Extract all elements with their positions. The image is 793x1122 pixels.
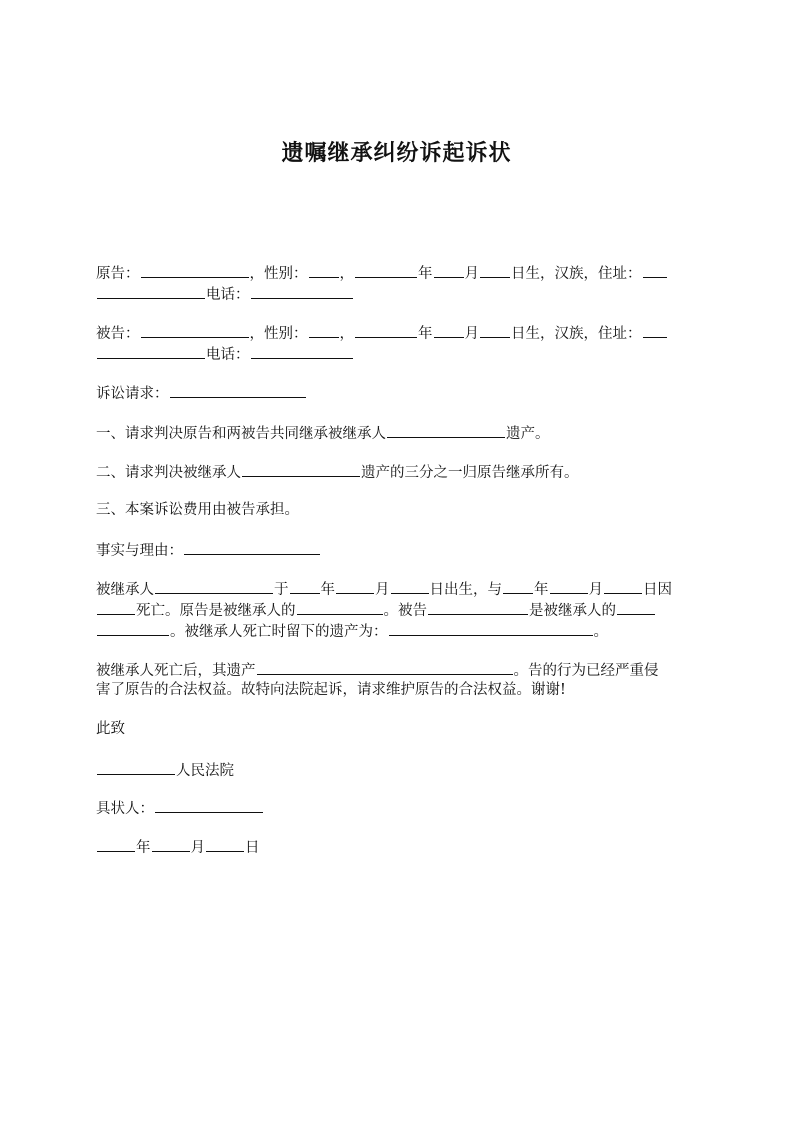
claims-heading bbox=[96, 382, 307, 402]
death-cause-blank[interactable] bbox=[97, 599, 135, 615]
defendant-line-2 bbox=[96, 343, 354, 363]
sign-month-blank[interactable] bbox=[152, 836, 190, 852]
plaintiff-label: 原告： bbox=[96, 266, 140, 282]
comma: ， bbox=[339, 266, 354, 282]
facts-line-2 bbox=[96, 599, 656, 619]
year-label: 年 bbox=[418, 266, 433, 282]
defendant-relation-blank-2[interactable] bbox=[97, 620, 169, 636]
claims-label: 诉讼请求： bbox=[96, 386, 169, 402]
facts-label: 事实与理由： bbox=[96, 543, 183, 559]
birth-year-blank[interactable] bbox=[290, 578, 320, 594]
defendant-day-blank[interactable] bbox=[480, 322, 510, 338]
plaintiff-gender-blank[interactable] bbox=[309, 262, 339, 278]
claim-1-text: 一、请求判决原告和两被告共同继承被继承人 bbox=[96, 426, 386, 442]
phone-label: 电话： bbox=[206, 287, 250, 303]
defendant-line bbox=[96, 322, 668, 342]
decedent-name-blank-2[interactable] bbox=[242, 461, 360, 477]
plaintiff-address-blank[interactable] bbox=[643, 262, 667, 278]
birth-month-blank[interactable] bbox=[336, 578, 374, 594]
sign-day-blank[interactable] bbox=[206, 836, 244, 852]
facts-text: 。被告 bbox=[383, 603, 427, 619]
facts-text: 年 bbox=[534, 582, 549, 598]
claim-item-1 bbox=[96, 422, 550, 442]
signer-line bbox=[96, 797, 264, 817]
birth-label: 日生，汉族，住址： bbox=[511, 266, 642, 282]
plaintiff-phone-blank[interactable] bbox=[251, 283, 353, 299]
date-line bbox=[96, 836, 260, 856]
facts-text: 日出生，与 bbox=[429, 582, 502, 598]
death-year-blank[interactable] bbox=[503, 578, 533, 594]
plaintiff-line-2 bbox=[96, 283, 354, 303]
defendant-address-blank-2[interactable] bbox=[97, 343, 205, 359]
decedent-name-blank-3[interactable] bbox=[155, 578, 273, 594]
death-day-blank[interactable] bbox=[604, 578, 642, 594]
comma: ， bbox=[339, 326, 354, 342]
gender-label: ，性别： bbox=[249, 326, 308, 342]
claim-2-tail: 遗产的三分之一归原告继承所有。 bbox=[361, 465, 579, 481]
plaintiff-month-blank[interactable] bbox=[434, 262, 464, 278]
month-label: 月 bbox=[190, 840, 205, 856]
signer-label: 具状人： bbox=[96, 801, 154, 817]
death-month-blank[interactable] bbox=[550, 578, 588, 594]
facts-text: 害了原告的合法权益。故特向法院起诉，请求维护原告的合法权益。谢谢! bbox=[96, 682, 566, 698]
month-label: 月 bbox=[464, 326, 479, 342]
facts-text: 。被继承人死亡时留下的遗产为： bbox=[170, 624, 388, 640]
document-title: 遗嘱继承纠纷诉起诉状 bbox=[281, 141, 512, 166]
gender-label: ，性别： bbox=[249, 266, 308, 282]
facts-line-5 bbox=[96, 680, 566, 700]
facts-text: 死亡。原告是被继承人的 bbox=[136, 603, 296, 619]
claim-3-text: 三、本案诉讼费用由被告承担。 bbox=[96, 502, 299, 518]
plaintiff-line bbox=[96, 262, 668, 282]
facts-text: 月 bbox=[375, 582, 390, 598]
facts-text: 于 bbox=[274, 582, 289, 598]
facts-text: 日因 bbox=[643, 582, 672, 598]
plaintiff-relation-blank[interactable] bbox=[297, 599, 383, 615]
plaintiff-address-blank-2[interactable] bbox=[97, 283, 205, 299]
facts-heading bbox=[96, 539, 321, 559]
defendant-year-blank[interactable] bbox=[355, 322, 417, 338]
facts-text: 是被继承人的 bbox=[529, 603, 616, 619]
day-label: 日 bbox=[245, 840, 260, 856]
facts-text: 被继承人 bbox=[96, 582, 154, 598]
claims-blank[interactable] bbox=[170, 382, 306, 398]
facts-text: 年 bbox=[320, 582, 335, 598]
defendant-month-blank[interactable] bbox=[434, 322, 464, 338]
defendant-address-blank[interactable] bbox=[643, 322, 667, 338]
salutation-text: 此致 bbox=[96, 721, 125, 737]
decedent-name-blank[interactable] bbox=[387, 422, 505, 438]
facts-text: 被继承人死亡后，其遗产 bbox=[96, 663, 256, 679]
estate-blank[interactable] bbox=[389, 620, 593, 636]
claim-2-text: 二、请求判决被继承人 bbox=[96, 465, 241, 481]
facts-line-3 bbox=[96, 620, 608, 640]
plaintiff-day-blank[interactable] bbox=[480, 262, 510, 278]
month-label: 月 bbox=[464, 266, 479, 282]
defendant-phone-blank[interactable] bbox=[251, 343, 353, 359]
court-line bbox=[96, 759, 234, 779]
defendant-gender-blank[interactable] bbox=[309, 322, 339, 338]
claim-1-tail: 遗产。 bbox=[506, 426, 550, 442]
claim-item-2 bbox=[96, 461, 579, 481]
signer-blank[interactable] bbox=[155, 797, 263, 813]
defendant-name-blank[interactable] bbox=[141, 322, 249, 338]
birth-day-blank[interactable] bbox=[391, 578, 429, 594]
defendant-label: 被告： bbox=[96, 326, 140, 342]
court-label: 人民法院 bbox=[176, 763, 234, 779]
facts-line-4 bbox=[96, 659, 659, 679]
defendant-name-blank-2[interactable] bbox=[428, 599, 528, 615]
birth-label: 日生，汉族，住址： bbox=[511, 326, 642, 342]
court-name-blank[interactable] bbox=[97, 759, 175, 775]
estate-status-blank[interactable] bbox=[257, 659, 513, 675]
defendant-relation-blank[interactable] bbox=[617, 599, 655, 615]
phone-label: 电话： bbox=[206, 347, 250, 363]
facts-text: 。 bbox=[593, 624, 608, 640]
sign-year-blank[interactable] bbox=[97, 836, 135, 852]
facts-text: 。告的行为已经严重侵 bbox=[513, 663, 659, 679]
year-label: 年 bbox=[418, 326, 433, 342]
facts-blank[interactable] bbox=[184, 539, 320, 555]
plaintiff-name-blank[interactable] bbox=[141, 262, 249, 278]
facts-text: 月 bbox=[588, 582, 603, 598]
claim-item-3 bbox=[96, 500, 299, 520]
year-label: 年 bbox=[136, 840, 151, 856]
salutation bbox=[96, 719, 125, 739]
plaintiff-year-blank[interactable] bbox=[355, 262, 417, 278]
facts-line-1 bbox=[96, 578, 672, 598]
